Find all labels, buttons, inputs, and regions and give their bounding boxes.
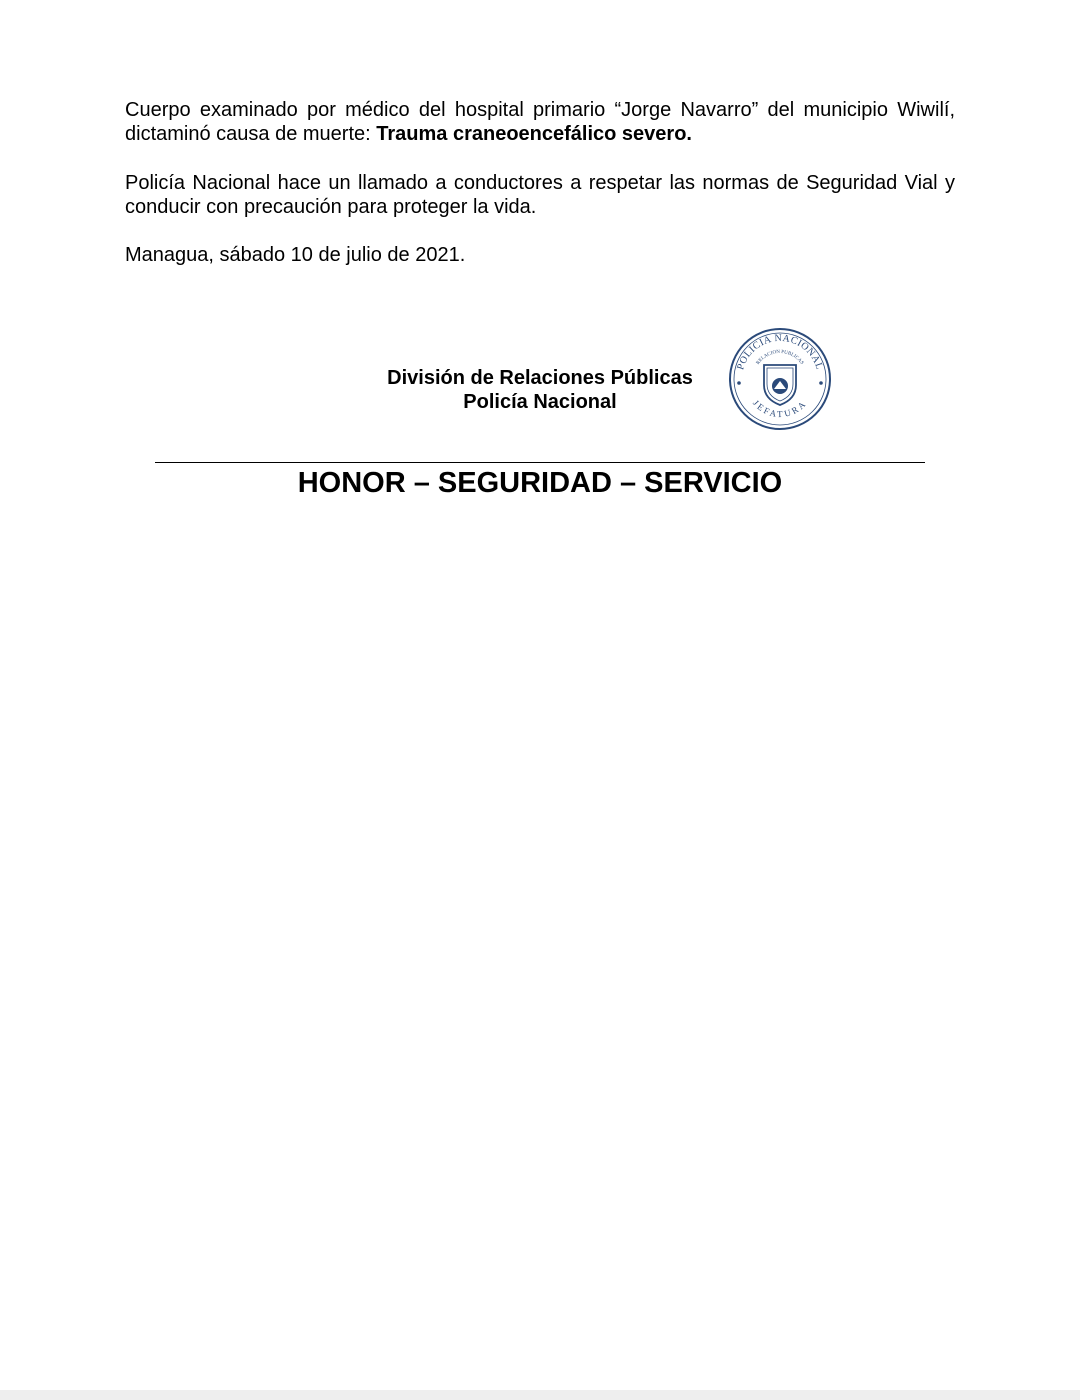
signature-block <box>340 366 740 414</box>
paragraph-cause-text: Cuerpo examinado por médico del hospital primario “Jorge Navarro” del municipio Wiwilí, dictaminó causa de muerte: <box>125 99 955 145</box>
seal-sub-text: RELACION PUBLICAS <box>755 349 805 366</box>
footer-divider <box>155 462 925 463</box>
signature-division: División de Relaciones Públicas <box>387 367 693 389</box>
page-bottom-edge <box>0 1390 1080 1400</box>
footer-motto: HONOR – SEGURIDAD – SERVICIO <box>297 467 783 499</box>
date-line: Managua, sábado 10 de julio de 2021. <box>125 244 466 266</box>
cause-of-death-bold: Trauma craneoencefálico severo. <box>376 123 692 145</box>
seal-top-text: POLICIA NACIONAL <box>735 332 825 372</box>
paragraph-road-safety-call: Policía Nacional hace un llamado a conductores a respetar las normas de Seguridad Vial y conducir con precaución para proteger la vida. <box>125 172 955 218</box>
signature-institution: Policía Nacional <box>463 391 617 413</box>
svg-text:RELACION PUBLICAS <box>756 350 804 366</box>
paragraph-cause-of-death <box>125 98 955 146</box>
police-seal-icon <box>724 327 836 431</box>
seal-bottom-text: JEFATURA <box>751 397 809 420</box>
